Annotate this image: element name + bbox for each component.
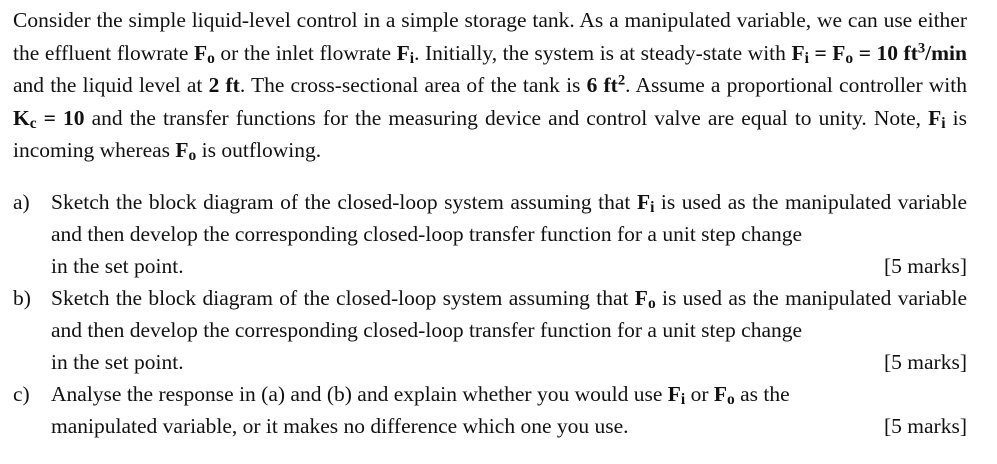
tank-area-value: 6 $ft^2$ <box>586 72 626 97</box>
intro-text-8: is incoming whereas <box>13 105 967 162</box>
variable-symbol-Fo: Fo <box>713 381 735 408</box>
marks-label: [5 marks] <box>884 413 967 438</box>
manipulated-variable-symbol: Fo <box>634 285 656 312</box>
question-last-line: in the set point. [5 marks] <box>51 250 967 282</box>
intro-text-4: and the liquid level at <box>13 73 209 97</box>
question-text: Analyse the response in (a) and (b) and explain whether you would use Fi or Fo as the <box>51 381 790 408</box>
intro-text-1: Consider the simple liquid-level control in a simple storage tank. As a manipulated variable, we can use either the effluent flowrate <box>13 8 967 65</box>
intro-text-6: . Assume a proportional controller with <box>625 73 968 97</box>
note-symbol-Fi: Fi <box>928 105 946 132</box>
symbol-Fi: Fi <box>396 40 415 67</box>
question-a <box>13 186 967 282</box>
liquid-level-value: 2 ft <box>208 73 240 97</box>
intro-text-9: is outflowing. <box>196 138 322 162</box>
question-c <box>13 378 967 442</box>
question-text: Sketch the block diagram of the closed-loop system assuming that Fi is used as the manipulated variable and then develop the corresponding closed-loop transfer function for a unit step change <box>51 189 967 246</box>
variable-symbol-Fi: Fi <box>667 381 686 408</box>
intro-text-3: . Initially, the system is at steady-state with <box>414 40 792 65</box>
question-label: c) <box>13 381 30 406</box>
intro-text-5: . The cross-sectional area of the tank is <box>239 73 587 97</box>
problem-statement <box>13 4 967 167</box>
note-symbol-Fo: Fo <box>175 138 197 164</box>
question-text: Sketch the block diagram of the closed-loop system assuming that Fo is used as the manipulated variable and then develop the corresponding closed-loop transfer function for a unit step change <box>51 285 967 342</box>
question-last-line: manipulated variable, or it makes no difference which one you use. [5 marks] <box>51 410 967 442</box>
controller-gain: Kc = 10 <box>13 105 85 132</box>
question-b <box>13 282 967 378</box>
steady-state-condition: Fi = Fo = 10 $ft^3/\min$ <box>791 40 967 67</box>
question-label: b) <box>13 285 31 310</box>
question-list <box>13 186 967 442</box>
question-label: a) <box>13 189 30 214</box>
symbol-Fo: Fo <box>194 40 215 67</box>
intro-text-2: or the inlet flowrate <box>214 40 397 65</box>
marks-label: [5 marks] <box>884 349 967 374</box>
marks-label: [5 marks] <box>884 253 967 278</box>
intro-text-7: and the transfer functions for the measuring device and control valve are equal to unity. Note, <box>84 105 929 130</box>
manipulated-variable-symbol: Fi <box>636 189 655 216</box>
question-last-line: in the set point. [5 marks] <box>51 346 967 378</box>
